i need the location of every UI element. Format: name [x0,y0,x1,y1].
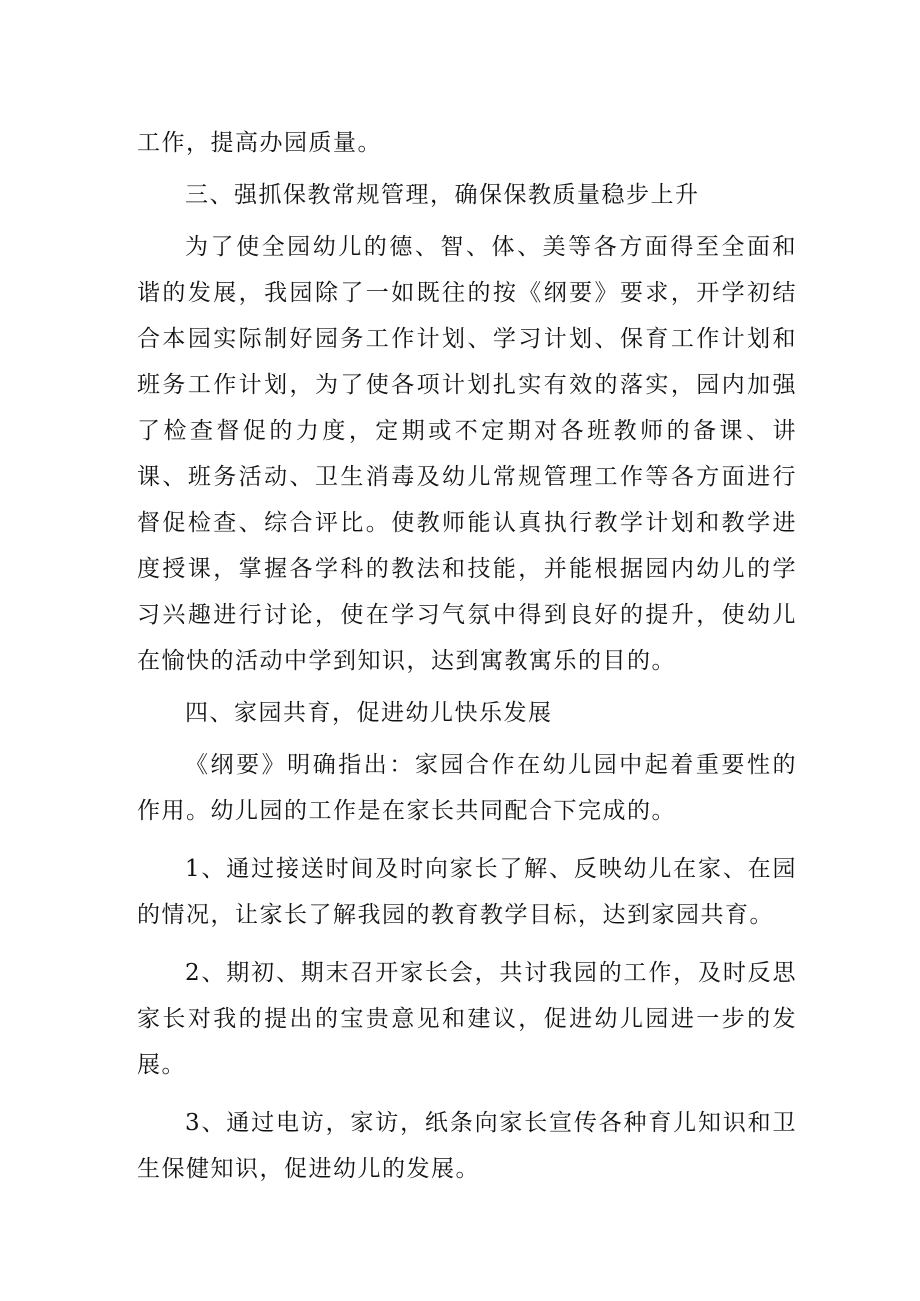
section-heading-three: 三、强抓保教常规管理，确保保教质量稳步上升 [185,182,700,208]
list-item-2: 2、期初、期末召开家长会，共讨我园的工作，及时反思家长对我的提出的宝贵意见和建议，促进幼儿园进一步的发展。 [137,960,797,1078]
document-body [137,120,797,1192]
section-heading-four: 四、家园共育，促进幼儿快乐发展 [185,700,553,726]
paragraph-guidelines: 《纲要》明确指出：家园合作在幼儿园中起着重要性的作用。幼儿园的工作是在家长共同配合下完成的。 [137,752,797,824]
paragraph-continuation: 工作，提高办园质量。 [137,130,382,156]
list-item-3: 3、通过电访，家访，纸条向家长宣传各种育儿知识和卫生保健知识，促进幼儿的发展。 [137,1110,797,1182]
paragraph-care-management: 为了使全园幼儿的德、智、体、美等各方面得至全面和谐的发展，我园除了一如既往的按《纲要》要求，开学初结合本园实际制好园务工作计划、学习计划、保育工作计划和班务工作计划，为了使各项计划扎实有效的落实，园内加强了检查督促的力度，定期或不定期对各班教师的备课、讲课、班务活动、卫生消毒及幼儿常规管理工作等各方面进行督促检查、综合评比。使教师能认真执行教学计划和教学进度授课，掌握各学科的教法和技能，并能根据园内幼儿的学习兴趣进行讨论，使在学习气氛中得到良好的提升，使幼儿在愉快的活动中学到知识，达到寓教寓乐的目的。 [137,234,797,674]
list-item-1: 1、通过接送时间及时向家长了解、反映幼儿在家、在园的情况，让家长了解我园的教育教学目标，达到家园共育。 [137,856,797,928]
